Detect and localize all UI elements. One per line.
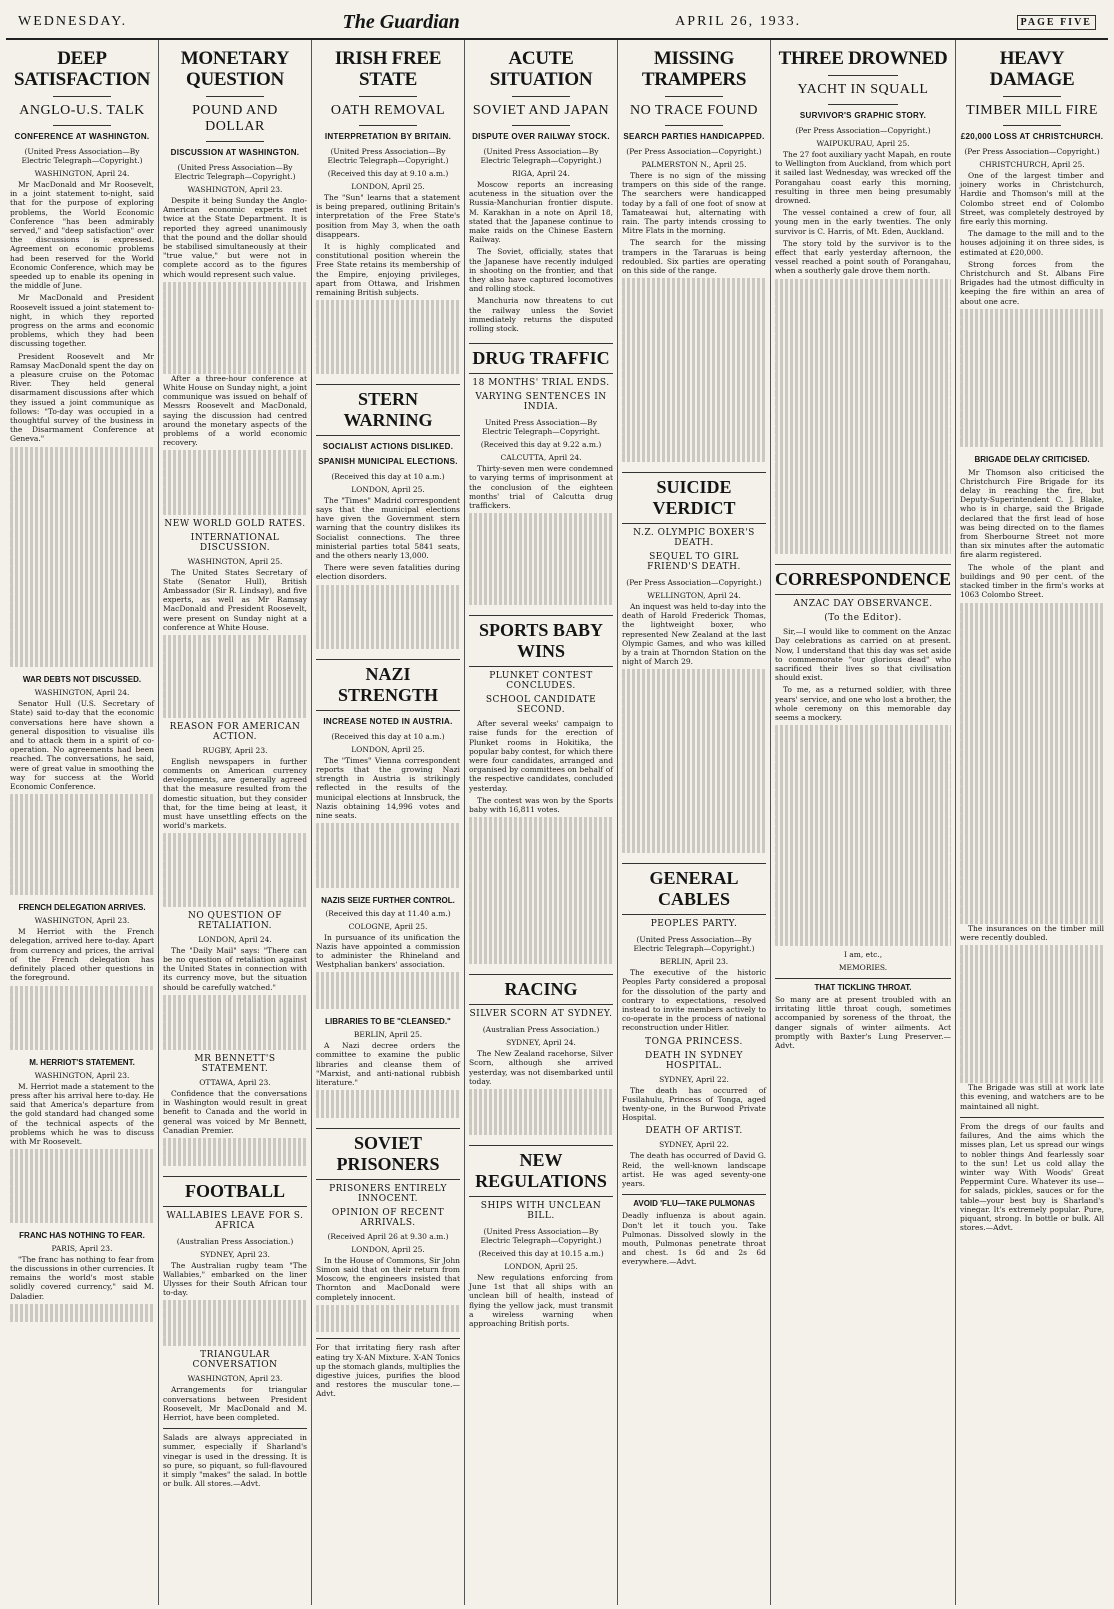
advertisement — [622, 1194, 766, 1266]
section-subhead: NAZIS SEIZE FURTHER CONTROL. — [321, 895, 455, 905]
advertisement: For that irritating fiery rash after eating try X-AN Mixture. X-AN Tonics up the stomach glands, multiplies the digestive juices, purifies the blood and restores the muscular tone.—Advt. — [316, 1338, 460, 1398]
advertisement-title: THAT TICKLING THROAT. — [814, 982, 912, 992]
received-line: (Received this day at 9.10 a.m.) — [327, 169, 449, 178]
dateline: WASHINGTON, April 24. — [34, 169, 130, 178]
article-paragraph: Manchuria now threatens to cut the railway unless the Soviet immediately returns the disputed rolling stock. — [469, 296, 613, 334]
dateline: BERLIN, April 25. — [353, 1030, 423, 1040]
subhead: ANGLO-U.S. TALK — [19, 103, 145, 118]
kicker: SOCIALIST ACTIONS DISLIKED. — [322, 441, 454, 451]
kicker: SEARCH PARTIES HANDICAPPED. — [623, 132, 765, 141]
credit-line: United Press Association—By Electric Telegraph—Copyright. — [481, 418, 601, 437]
kicker: SPANISH MUNICIPAL ELECTIONS. — [318, 456, 458, 466]
credit-line: (United Press Association—By Electric Telegraph—Copyright.) — [327, 147, 449, 165]
article-paragraph: Moscow reports an increasing acuteness in the situation over the Russia-Manchurian frontier dispute. M. Karakhan in a note on April 18, stated that the Japanese continue to make raids on the Chinese Eastern Railway. — [469, 180, 613, 245]
dateline: WASHINGTON, April 25. — [187, 556, 283, 566]
kicker: CONFERENCE AT WASHINGTON. — [14, 132, 150, 141]
article-paragraph: The United States Secretary of State (Senator Hull), British Ambassador (Sir R. Lindsay), and five experts, as well as Mr Ramsay MacDonald and President Roosevelt, were present on Sunday night at a conference at White House. — [163, 567, 307, 632]
subhead: TIMBER MILL FIRE — [966, 103, 1098, 118]
received-line: (Received this day at 11.40 a.m.) — [325, 908, 451, 918]
article-paragraph: The contest was won by the Sports baby with 16,811 votes. — [469, 795, 613, 814]
kicker: PLUNKET CONTEST CONCLUDES. — [489, 671, 593, 692]
article-paragraph: In the House of Commons, Sir John Simon said that on their return from Moscow, the engineers insisted that Thornton and MacDonald were completely innocent. — [316, 1255, 460, 1302]
headline: GENERAL CABLES — [622, 863, 766, 915]
article-paragraph: Arrangements for triangular conversations between President Roosevelt, Mr MacDonald and M. Herriot, have been completed. — [163, 1385, 307, 1422]
masthead-day: WEDNESDAY. — [18, 14, 128, 29]
kicker: SEQUEL TO GIRL FRIEND'S DEATH. — [647, 551, 741, 572]
dateline: LONDON, April 25. — [351, 744, 425, 754]
kicker: PRISONERS ENTIRELY INNOCENT. — [329, 1183, 447, 1204]
subhead: WALLABIES LEAVE FOR S. AFRICA — [166, 1210, 304, 1231]
article-paragraph: New regulations enforcing from June 1st that all ships with an unclean bill of health, instead of flying the yellow jack, must transmit a wireless warning when approaching British ports. — [469, 1272, 613, 1328]
headline: SOVIET PRISONERS — [316, 1128, 460, 1180]
dateline: LONDON, April 25. — [351, 182, 425, 191]
section-subhead: REASON FOR AMERICAN ACTION. — [169, 721, 301, 742]
dateline: SYDNEY, April 23. — [200, 1249, 270, 1259]
article-paragraph: An inquest was held to-day into the death of Harold Frederick Thomas, the lightweight boxer, who represented New Zealand at the last Olympic Games, and who was killed by a train at Thorndon Station on the night of March 29. — [622, 601, 766, 667]
article-paragraph: Mr Thomson also criticised the Christchurch Fire Brigade for its delay in reaching the fire, but Deputy-Superintendent C. J. Blake, who is in charge, said the Brigade declared that the first lead of hose was being directed on to the flames from Sherbourne Street not more than six minutes after the automatic fire alarm registered. — [960, 467, 1105, 560]
article-paragraph: The damage to the mill and to the houses adjoining it on three sides, is estimated at £20,000. — [960, 229, 1105, 257]
dateline: OTTAWA, April 23. — [199, 1078, 271, 1088]
masthead — [6, 6, 1108, 40]
credit-line: (United Press Association—By Electric Telegraph—Copyright.) — [480, 1226, 602, 1245]
dateline: WELLINGTON, April 24. — [647, 590, 741, 600]
dateline: WASHINGTON, April 24. — [34, 688, 130, 698]
kicker: N.Z. OLYMPIC BOXER'S DEATH. — [633, 527, 755, 548]
credit-line: (Australian Press Association.) — [176, 1236, 294, 1246]
dateline: RIGA, April 24. — [512, 169, 570, 178]
advertisement — [775, 978, 951, 1050]
headline: THREE DROWNED — [778, 48, 948, 69]
column-monetary-question — [159, 40, 312, 1605]
kicker: DISPUTE OVER RAILWAY STOCK. — [472, 132, 610, 141]
article-paragraph: There is no sign of the missing trampers on this side of the range. The searchers were handicapped today by a fall of one foot of snow at Tamateawai hut, alternating with rain. The party intends crossing to Mitre Flats in the morning. — [622, 171, 766, 236]
article-paragraph: The vessel contained a crew of four, all young men in the early twenties. The only survivor is C. Harris, of Mt. Eden, Auckland. — [775, 208, 952, 236]
headline: FOOTBALL — [163, 1176, 307, 1207]
subhead: POUND AND DOLLAR — [192, 103, 278, 134]
kicker: SHIPS WITH UNCLEAN BILL. — [480, 1200, 602, 1221]
headline: DEEP SATISFACTION — [13, 48, 151, 90]
headline: CORRESPONDENCE — [775, 564, 951, 595]
credit-line: (Per Press Association—Copyright.) — [795, 126, 931, 135]
article-paragraph: One of the largest timber and joinery works in Christchurch, Hardie and Thomson's mill at the Colombo street end of Colombo Street, was completely destroyed by fire early this morning. — [960, 171, 1105, 227]
article-paragraph: After several weeks' campaign to raise funds for the erection of Plunket rooms in Hokitika, the popular baby contest, for which there were four candidates, arranged and organised by committees on behalf of the respective candidates, concluded yesterday. — [469, 719, 613, 793]
article-paragraph: A Nazi decree orders the committee to examine the public libraries and cleanse them of "Marxist, and anti-national rubbish literature." — [316, 1041, 460, 1087]
dateline: WAIPUKURAU, April 25. — [816, 139, 910, 148]
article-paragraph: M Herriot with the French delegation, arrived here to-day. Apart from currency and prices, the arrival of the French delegation has definitely placed other questions in the foreground. — [10, 927, 154, 983]
dateline: WASHINGTON, April 23. — [34, 1070, 130, 1080]
headline: IRISH FREE STATE — [334, 48, 442, 90]
credit-line: (United Press Association—By Electric Telegraph—Copyright.) — [480, 147, 602, 165]
column-three-drowned — [771, 40, 956, 1605]
headline: MISSING TRAMPERS — [641, 48, 747, 90]
received-line: (Received this day at 9.22 a.m.) — [480, 440, 602, 450]
kicker: SILVER SCORN AT SYDNEY. — [469, 1009, 613, 1020]
dateline: LONDON, April 25. — [351, 1244, 425, 1254]
section-subhead: FRENCH DELEGATION ARRIVES. — [18, 903, 146, 913]
kicker: VARYING SENTENCES IN INDIA. — [475, 392, 607, 413]
section-subhead: INTERNATIONAL DISCUSSION. — [190, 532, 280, 553]
section-subhead: FRANC HAS NOTHING TO FEAR. — [19, 1230, 145, 1240]
advertisement: Salads are always appreciated in summer, especially if Sharland's vinegar is used in the dressing. It is so pure, so piquant, so full-flavoured it simply "makes" the salad. In bottle or bulk. All stores.—Advt. — [163, 1428, 307, 1488]
article-paragraph: Senator Hull (U.S. Secretary of State) said to-day that the economic conversations here have shown a general disposition to visualise ills and to attack them in a spirit of co-operation. No agreements had been reached. The conversations, he said, were of great value in smoothing the way for success at the World Economic Conference. — [10, 699, 154, 792]
dateline: RUGBY, April 23. — [202, 745, 268, 755]
masthead-page-number: PAGE FIVE — [1017, 15, 1096, 30]
section-subhead: NEW WORLD GOLD RATES. — [164, 518, 306, 529]
subhead: SOVIET AND JAPAN — [472, 103, 610, 118]
kicker: PEOPLES PARTY. — [650, 919, 738, 930]
kicker: ANZAC DAY OBSERVANCE. — [793, 599, 933, 610]
article-paragraph: The "Times" Vienna correspondent reports that the growing Nazi strength in Austria is strikingly reflected in the results of the municipal elections at Innsbruck, the Nazis obtaining 14,996 votes and nine seats. — [316, 755, 460, 821]
credit-line: (United Press Association—By Electric Telegraph—Copyright.) — [21, 147, 143, 165]
column-acute-situation — [465, 40, 618, 1605]
kicker: (To the Editor). — [824, 613, 902, 624]
article-paragraph: The search for the missing trampers in the Tararuas is being redoubled. Six parties are operating on this side of the range. — [622, 238, 766, 276]
advertisement: From the dregs of our faults and failures, And the aims which the misses plan, Let us spread our wings to nobler things And fearlessly soar to the sun! Let us cold allay the winter way With Woods' Great Peppermint Cure. Whatever its use—for salads, pickles, sauces or for the table—your best buy is Sharland's vinegar. It's extremely popular. Pure, piquant, strong. In bottle or bulk. All stores.—Advt. — [960, 1117, 1104, 1232]
article-paragraph: M. Herriot made a statement to the press after his arrival here to-day. He said that America's departure from the gold standard had changed some of the technical aspects of the problems which he was to discuss with Mr Roosevelt. — [10, 1081, 154, 1147]
section-subhead: NO QUESTION OF RETALIATION. — [187, 910, 283, 931]
article-paragraph: To me, as a returned soldier, with three years' service, and one who lost a brother, the whole ceremony on this memorable day seems a mockery. — [775, 685, 952, 723]
headline: MONETARY QUESTION — [180, 48, 290, 90]
article-paragraph: The Australian rugby team "The Wallabies," embarked on the liner Ulysses for their South African tour to-day. — [163, 1260, 307, 1298]
article-paragraph: The New Zealand racehorse, Silver Scorn, although she arrived yesterday, was not disembarked until today. — [469, 1049, 613, 1086]
article-paragraph: Thirty-seven men were condemned to varying terms of imprisonment at the conclusion of the eighteen months' trial of Calcutta drug traffickers. — [469, 464, 613, 511]
credit-line: (United Press Association—By Electric Telegraph—Copyright.) — [174, 163, 296, 181]
section-subhead: TONGA PRINCESS. — [645, 1036, 743, 1047]
kicker: INCREASE NOTED IN AUSTRIA. — [323, 716, 453, 726]
article-paragraph: Strong forces from the Christchurch and St. Albans Fire Brigades had the utmost difficulty in keeping the fire within an area of about one acre. — [960, 259, 1105, 306]
article-paragraph: The insurances on the timber mill were recently doubled. — [960, 924, 1105, 943]
section-subhead: DEATH IN SYDNEY HOSPITAL. — [644, 1050, 743, 1071]
article-paragraph: The 27 foot auxiliary yacht Mapah, en route to Wellington from Auckland, from which port it sailed last Wednesday, was wrecked off the Porangahau coast early this morning, resulting in three men being presumably drowned. — [775, 150, 952, 206]
section-subhead: BRIGADE DELAY CRITICISED. — [974, 454, 1090, 464]
dateline: WASHINGTON, April 23. — [34, 916, 130, 926]
article-paragraph: The death has occurred of David G. Reid, the well-known landscape artist. He was aged seventy-one years. — [622, 1151, 766, 1188]
headline: SPORTS BABY WINS — [469, 615, 613, 667]
kicker: SCHOOL CANDIDATE SECOND. — [485, 695, 597, 716]
dateline: LONDON, April 25. — [351, 484, 425, 494]
dateline: LONDON, April 24. — [198, 934, 272, 944]
article-paragraph: The story told by the survivor is to the effect that early yesterday afternoon, the vessel reached a point south of Porangahau, when a southerly gale drove them north. — [775, 238, 952, 276]
dateline: CALCUTTA, April 24. — [500, 453, 582, 463]
advertisement-text: Deadly influenza is about again. Don't let it touch you. Take Pulmonas. Dissolved slowly in the mouth, Pulmonas penetrate throat and chest. 1s 6d and 2s 6d everywhere.—Advt. — [622, 1211, 766, 1267]
dateline: COLOGNE, April 25. — [348, 921, 428, 931]
article-paragraph: Sir,—I would like to comment on the Anzac Day celebrations as carried on at present. Now, I understand that this day was set aside to commemorate "our glorious dead" who sacrificed their lives so that civilisation should exist. — [775, 627, 952, 683]
dateline: SYDNEY, April 22. — [659, 1140, 729, 1150]
dateline: BERLIN, April 23. — [659, 957, 729, 967]
article-paragraph: In pursuance of its unification the Nazis have appointed a commission to administer the Rhineland and Westphalian bankers' association. — [316, 932, 460, 970]
article-paragraph: It is highly complicated and constitutional position wherein the Free State retains its membership of the Empire, enjoying privileges, apart from Ottawa, and Irishmen remaining British subjects. — [316, 242, 460, 298]
advertisement-text: So many are at present troubled with an irritating little throat cough, sometimes accompanied by soreness of the throat, the danger signals of winter ailments. Act promptly with Baxter's Lung Preserver.—Advt. — [775, 995, 952, 1051]
article-paragraph: The whole of the plant and buildings and 90 per cent. of the stacked timber in the firm's works at 1063 Colombo Street. — [960, 562, 1105, 600]
received-line: (Received this day at 10 a.m.) — [331, 731, 445, 741]
section-subhead: DEATH OF ARTIST. — [645, 1126, 743, 1137]
column-deep-satisfaction — [6, 40, 159, 1605]
article-paragraph: The "Sun" learns that a statement is being prepared, outlining Britain's interpretation of the Free State's position from May 3, when the oath disappears. — [316, 193, 460, 239]
article-paragraph: "The franc has nothing to fear from the discussions in other currencies. It remains the world's most stable solidly covered currency," said M. Daladier. — [10, 1254, 154, 1301]
dateline: SYDNEY, April 24. — [506, 1038, 576, 1048]
dateline: WASHINGTON, April 23. — [187, 1374, 283, 1384]
headline: ACUTE SITUATION — [489, 48, 593, 90]
masthead-paper-title: The Guardian — [342, 10, 460, 33]
kicker: DISCUSSION AT WASHINGTON. — [170, 148, 300, 157]
subhead: NO TRACE FOUND — [629, 103, 759, 118]
article-paragraph: The death has occurred of Fusilahulu, Princess of Tonga, aged twenty-one, in the Burwood Private Hospital. — [622, 1085, 766, 1123]
dateline: PARIS, April 23. — [51, 1243, 113, 1253]
kicker: SURVIVOR'S GRAPHIC STORY. — [799, 111, 927, 120]
headline: NAZI STRENGTH — [316, 659, 460, 711]
section-subhead: M. HERRIOT'S STATEMENT. — [29, 1057, 135, 1067]
kicker: OPINION OF RECENT ARRIVALS. — [331, 1207, 445, 1228]
advertisement-title: AVOID 'FLU—TAKE PULMONAS — [633, 1199, 755, 1209]
credit-line: (United Press Association—By Electric Telegraph—Copyright.) — [633, 935, 755, 954]
article-paragraph: The Brigade was still at work late this evening, and watchers are to be maintained all night. — [960, 1083, 1105, 1111]
kicker: £20,000 LOSS AT CHRISTCHURCH. — [960, 132, 1104, 141]
credit-line: (Per Press Association—Copyright.) — [626, 577, 762, 587]
headline: RACING — [469, 974, 613, 1005]
credit-line: (Per Press Association—Copyright.) — [626, 147, 762, 156]
column-irish-free-state — [312, 40, 465, 1605]
masthead-date: APRIL 26, 1933. — [675, 14, 802, 29]
article-paragraph: The executive of the historic Peoples Party considered a proposal for the dissolution of the party and contrary to expectations, resolved instead to invite members actively to co-operate in the process of national reconstruction under Hitler. — [622, 968, 766, 1033]
headline: NEW REGULATIONS — [469, 1145, 613, 1197]
received-line: (Received this day at 10 a.m.) — [331, 471, 445, 481]
article-paragraph: President Roosevelt and Mr Ramsay MacDonald spent the day on a pleasure cruise on the Potomac River. They held general disarmament discussions after which they issued a joint communique as follows: "To-day was occupied in a thoughtful survey of the business in the Disarmament Conference at Geneva." — [10, 351, 154, 444]
received-line: (Received April 26 at 9.30 a.m.) — [327, 1231, 449, 1241]
dateline: CHRISTCHURCH, April 25. — [979, 160, 1085, 169]
article-paragraph: The "Times" Madrid correspondent says that the municipal elections have given the Government stern warning that the country dislikes its Socialist connections. The three ministerial parties total 5841 seats, and the others nearly 13,000. — [316, 495, 460, 560]
section-subhead: LIBRARIES TO BE "CLEANSED." — [325, 1017, 451, 1027]
credit-line: (Per Press Association—Copyright.) — [964, 147, 1100, 156]
kicker: INTERPRETATION BY BRITAIN. — [324, 132, 452, 141]
section-subhead: TRIANGULAR CONVERSATION — [192, 1350, 278, 1371]
kicker: 18 MONTHS' TRIAL ENDS. — [472, 378, 610, 389]
headline: SUICIDE VERDICT — [622, 472, 766, 524]
article-paragraph: There were seven fatalities during election disorders. — [316, 563, 460, 582]
subhead: YACHT IN SQUALL — [797, 82, 929, 97]
article-paragraph: English newspapers in further comments on American currency developments, are generally agreed that the measure resulted from the domestic situation, but they consider that, for the time being at least, it must have unsettling effects on the world's markets. — [163, 756, 307, 831]
article-paragraph: Mr MacDonald and Mr Roosevelt, in a joint statement to-night, said that for the purpose of exploring problems, the World Economic Conference "has been admirably served," and "deep satisfaction" over the discussions is expressed. Agreement on economic problems had been reserved for the World Economic Conference, which may be speeded up to enable its opening in the middle of June. — [10, 180, 154, 291]
article-paragraph: Despite it being Sunday the Anglo-American economic experts met twice at the State Department. It is reported they agreed unanimously that the pound and the dollar should be stabilised simultaneously at their "true value," but were not in complete accord as to the figures which would represent such value. — [163, 196, 307, 279]
article-paragraph: Confidence that the conversations in Washington would result in great benefit to Canada and the world in general was voiced by Mr Bennett, Canadian Premier. — [163, 1089, 307, 1135]
section-subhead: WAR DEBTS NOT DISCUSSED. — [22, 675, 142, 685]
subhead: OATH REMOVAL — [330, 103, 446, 118]
article-paragraph: After a three-hour conference at White House on Sunday night, a joint communique was issued on behalf of Messrs Roosevelt and MacDonald, saying the discussion had centred around the monetary aspects of the problems of a world economic recovery. — [163, 373, 307, 448]
letter-signature: MEMORIES. — [838, 962, 888, 972]
credit-line: (Australian Press Association.) — [482, 1025, 600, 1035]
column-heavy-damage — [956, 40, 1108, 1605]
dateline: WASHINGTON, April 23. — [187, 185, 283, 194]
article-paragraph: The Soviet, officially, states that the Japanese have recently indulged in shooting on the frontier, and that they also have captured locomotives and rolling stock. — [469, 247, 613, 294]
dateline: LONDON, April 25. — [504, 1261, 578, 1271]
column-missing-trampers — [618, 40, 771, 1605]
letter-signoff: I am, etc., — [843, 949, 883, 959]
headline: STERN WARNING — [316, 384, 460, 436]
headline: DRUG TRAFFIC — [469, 343, 613, 374]
headline: HEAVY DAMAGE — [989, 48, 1075, 90]
article-paragraph: The "Daily Mail" says: "There can be no question of retaliation against the United States in connection with its currency move, but the situation should be carefully watched." — [163, 945, 307, 992]
dateline: PALMERSTON N., April 25. — [641, 160, 747, 169]
received-line: (Received this day at 10.15 a.m.) — [478, 1248, 604, 1258]
section-subhead: MR BENNETT'S STATEMENT. — [194, 1054, 276, 1075]
article-paragraph: Mr MacDonald and President Roosevelt issued a joint statement to-night, in which they reported progress on the arms and economic problems, which they had been discussing together. — [10, 293, 154, 349]
dateline: SYDNEY, April 22. — [659, 1074, 729, 1084]
